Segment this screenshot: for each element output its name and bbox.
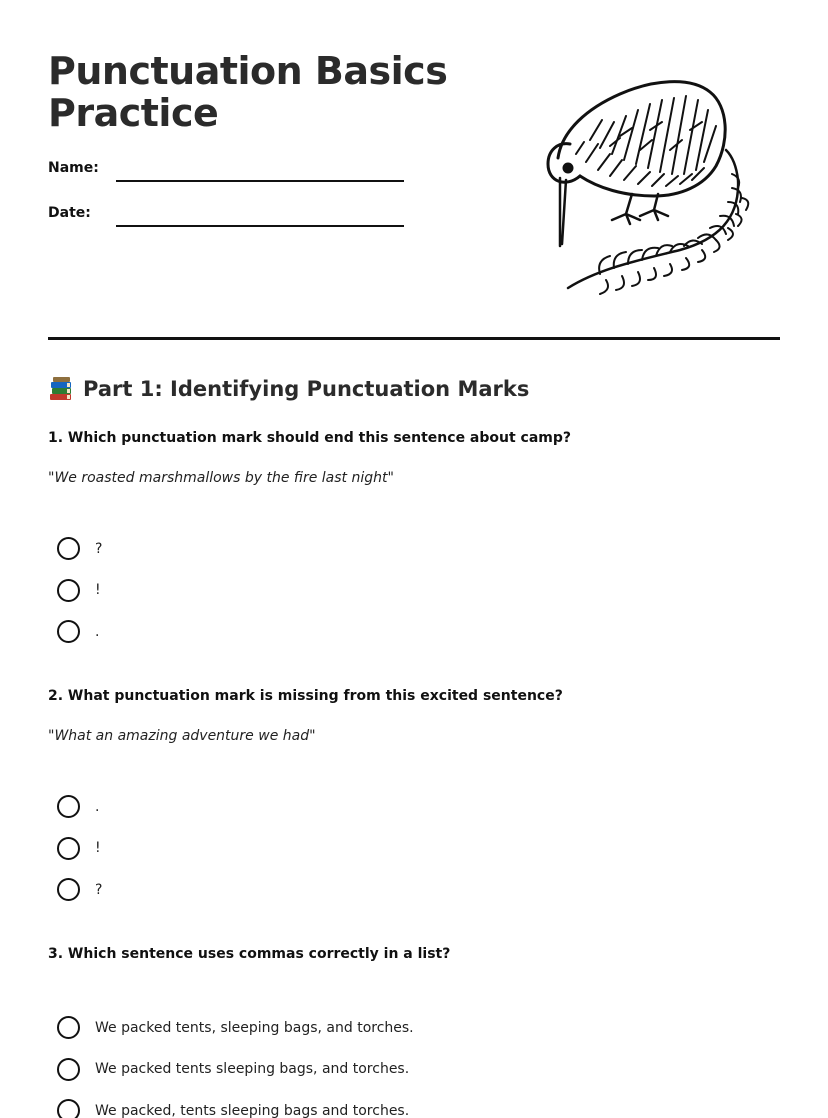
- section-heading: [48, 374, 529, 404]
- answer-option[interactable]: [57, 1090, 788, 1118]
- radio-button[interactable]: [57, 1099, 80, 1118]
- answer-option[interactable]: [57, 828, 788, 870]
- section-heading-text: Part 1: Identifying Punctuation Marks: [83, 377, 530, 401]
- books-icon: [48, 376, 74, 402]
- option-label: We packed tents, sleeping bags, and torches.: [95, 1019, 414, 1036]
- question-text: 2. What punctuation mark is missing from this excited sentence?: [48, 688, 563, 704]
- answer-option[interactable]: [57, 1049, 788, 1091]
- option-label: !: [95, 840, 101, 857]
- radio-button[interactable]: [57, 878, 80, 901]
- question-3: [48, 944, 788, 1118]
- question-quote: "We roasted marshmallows by the fire last night": [48, 470, 394, 486]
- answer-option[interactable]: [57, 528, 788, 570]
- radio-button[interactable]: [57, 579, 80, 602]
- answer-options: [57, 1007, 788, 1118]
- radio-button[interactable]: [57, 537, 80, 560]
- date-line[interactable]: [116, 225, 404, 227]
- option-label: .: [95, 623, 100, 640]
- option-label: !: [95, 582, 101, 599]
- question-quote: "What an amazing adventure we had": [48, 728, 316, 744]
- answer-option[interactable]: [57, 1007, 788, 1049]
- answer-options: [57, 786, 788, 911]
- question-2: [48, 686, 788, 911]
- answer-option[interactable]: [57, 611, 788, 653]
- answer-option[interactable]: [57, 570, 788, 612]
- name-label: Name:: [48, 160, 99, 176]
- answer-option[interactable]: [57, 786, 788, 828]
- radio-button[interactable]: [57, 795, 80, 818]
- radio-button[interactable]: [57, 1058, 80, 1081]
- answer-option[interactable]: [57, 869, 788, 911]
- page-title: Punctuation Basics Practice: [48, 49, 448, 135]
- name-line[interactable]: [116, 180, 404, 182]
- kiwi-illustration: [540, 70, 755, 295]
- option-label: .: [95, 798, 100, 815]
- option-label: We packed tents sleeping bags, and torches.: [95, 1061, 410, 1078]
- option-label: ?: [95, 540, 103, 557]
- radio-button[interactable]: [57, 1016, 80, 1039]
- option-label: We packed, tents sleeping bags and torches.: [95, 1102, 410, 1118]
- question-text: 1. Which punctuation mark should end this sentence about camp?: [48, 430, 572, 446]
- radio-button[interactable]: [57, 620, 80, 643]
- radio-button[interactable]: [57, 837, 80, 860]
- question-1: [48, 428, 788, 653]
- date-field[interactable]: [48, 203, 408, 227]
- name-field[interactable]: [48, 158, 408, 182]
- date-label: Date:: [48, 205, 91, 221]
- option-label: ?: [95, 881, 103, 898]
- section-divider: [48, 337, 780, 340]
- answer-options: [57, 528, 788, 653]
- question-text: 3. Which sentence uses commas correctly in a list?: [48, 946, 451, 962]
